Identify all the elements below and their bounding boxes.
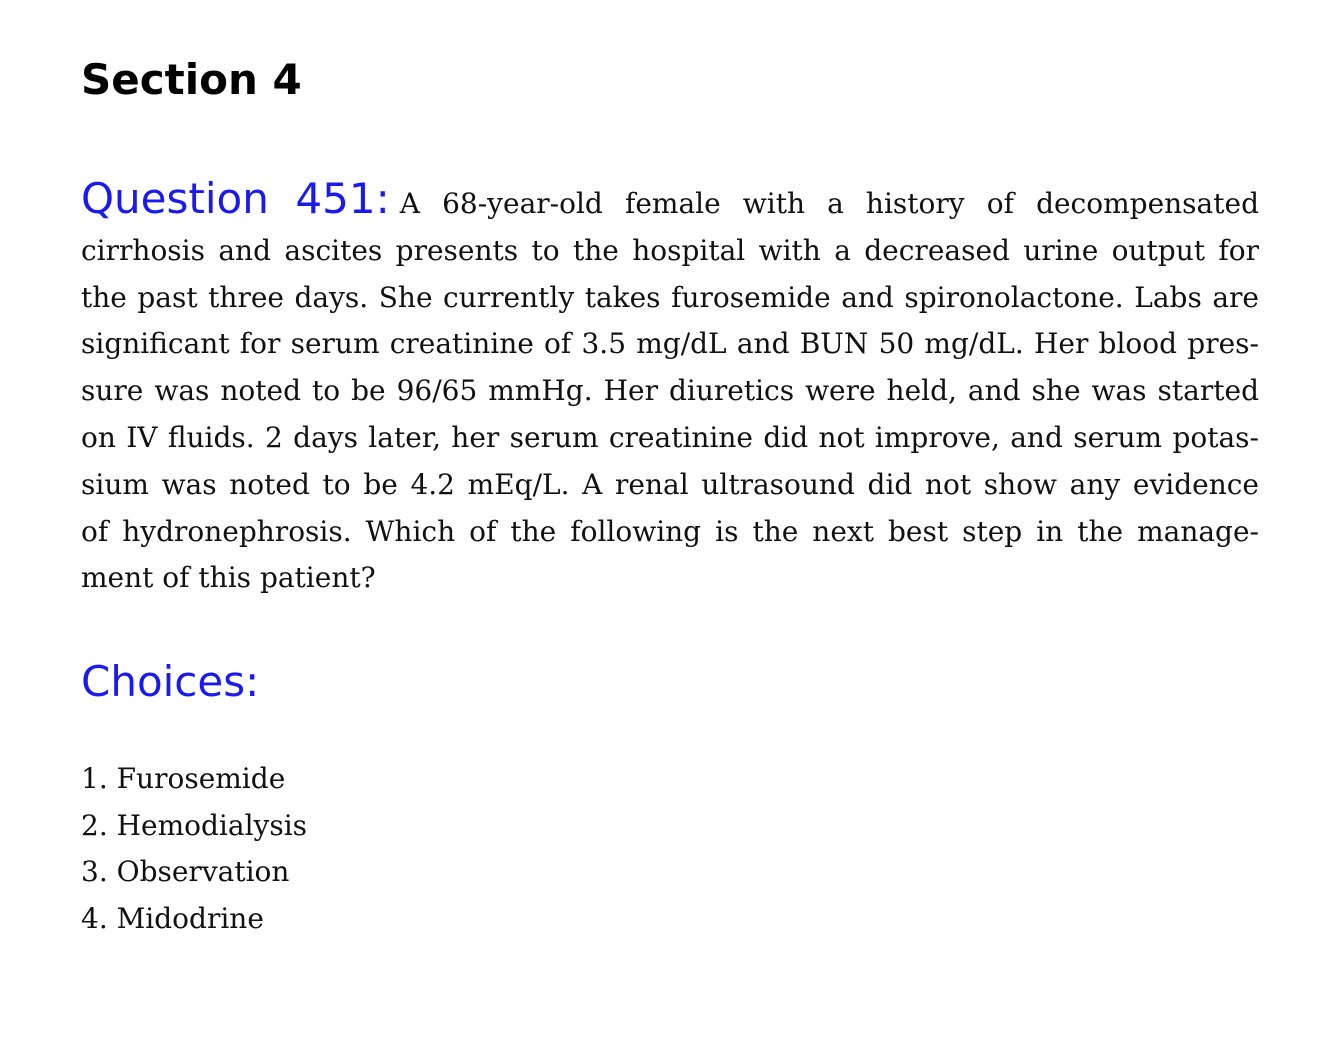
question-line: sium was noted to be 4.2 mEq/L. A renal ultrasound did not show any evidence	[81, 467, 1259, 501]
choices-title: Choices:	[81, 657, 260, 706]
question-line: significant for serum creatinine of 3.5 mg/dL and BUN 50 mg/dL. Her blood pres-	[81, 327, 1259, 361]
question-line: on IV fluids. 2 days later, her serum creatinine did not improve, and serum potas-	[81, 420, 1259, 454]
question-line: cirrhosis and ascites presents to the hospital with a decreased urine output for	[81, 233, 1259, 267]
question-line: ment of this patient?	[81, 561, 376, 595]
choice-item: 4. Midodrine	[81, 902, 264, 936]
choice-item: 2. Hemodialysis	[81, 808, 308, 842]
question-label: Question 451:	[81, 174, 390, 223]
question-line: the past three days. She currently takes furosemide and spironolactone. Labs are	[81, 280, 1259, 314]
choice-item: 1. Furosemide	[81, 762, 286, 795]
choice-item: 3. Observation	[81, 855, 290, 889]
question-first-line	[81, 176, 1259, 228]
question-line: of hydronephrosis. Which of the following is the next best step in the manage-	[81, 514, 1259, 548]
section-title: Section 4	[81, 55, 302, 104]
question-line: sure was noted to be 96/65 mmHg. Her diuretics were held, and she was started	[81, 374, 1259, 408]
question-block	[81, 176, 1259, 602]
question-line: A 68-year-old female with a history of decompensated	[399, 187, 1259, 220]
choices-list	[81, 756, 307, 943]
